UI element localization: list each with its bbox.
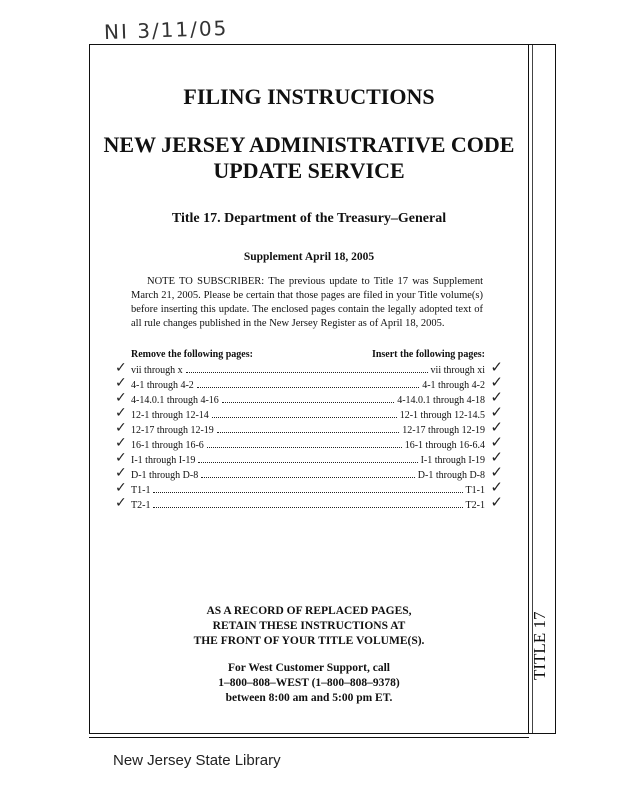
page-list: [115, 358, 503, 513]
subtitle-line: NEW JERSEY ADMINISTRATIVE CODE: [103, 132, 515, 157]
page-row: [115, 403, 503, 423]
dot-leader: [207, 438, 402, 448]
check-mark-icon: ✓: [490, 388, 503, 406]
insert-pages: T2-1: [465, 500, 485, 511]
insert-pages: vii through xi: [430, 365, 485, 376]
library-stamp: New Jersey State Library: [113, 752, 281, 769]
record-line: AS A RECORD OF REPLACED PAGES,: [206, 605, 412, 617]
page-row: [115, 373, 503, 393]
check-mark-icon: ✓: [490, 448, 503, 466]
remove-pages: T2-1: [131, 500, 151, 511]
check-mark-icon: ✓: [490, 418, 503, 436]
remove-pages: 16-1 through 16-6: [131, 440, 204, 451]
insert-pages: T1-1: [465, 485, 485, 496]
check-mark-icon: ✓: [115, 480, 127, 496]
page-row: [115, 493, 503, 513]
insert-pages: 4-14.0.1 through 4-18: [397, 395, 485, 406]
department-heading: Title 17. Department of the Treasury–General: [171, 211, 447, 226]
page-title: FILING INSTRUCTIONS: [183, 84, 435, 109]
dot-leader: [212, 408, 397, 418]
remove-pages: 12-17 through 12-19: [131, 425, 214, 436]
insert-pages: D-1 through D-8: [417, 470, 485, 481]
check-mark-icon: ✓: [490, 373, 503, 391]
page-row: [115, 433, 503, 453]
page-subtitle: [89, 132, 529, 184]
check-mark-icon: ✓: [115, 435, 127, 451]
page-row: [115, 448, 503, 468]
dot-leader: [198, 453, 417, 463]
list-header: [131, 349, 485, 360]
tab-label: TITLE 17: [530, 611, 549, 680]
check-mark-icon: ✓: [490, 493, 503, 511]
remove-pages: 12-1 through 12-14: [131, 410, 209, 421]
support-line: 1–800–808–WEST (1–800–808–9378): [218, 677, 400, 689]
dot-leader: [153, 498, 462, 508]
page-row: [115, 418, 503, 438]
insert-pages: 12-17 through 12-19: [402, 425, 485, 436]
page-row: [115, 358, 503, 378]
customer-support: [89, 661, 529, 706]
handwritten-header: NI 3/11/05: [103, 15, 229, 45]
support-line: between 8:00 am and 5:00 pm ET.: [225, 692, 393, 704]
check-mark-icon: ✓: [115, 405, 127, 421]
dot-leader: [217, 423, 399, 433]
dot-leader: [153, 483, 462, 493]
record-line: THE FRONT OF YOUR TITLE VOLUME(S).: [193, 635, 425, 647]
dot-leader: [201, 468, 415, 478]
check-mark-icon: ✓: [490, 358, 503, 376]
check-mark-icon: ✓: [490, 478, 503, 496]
dot-leader: [186, 363, 428, 373]
record-instructions: [89, 604, 529, 649]
remove-header: Remove the following pages:: [131, 349, 253, 360]
record-line: RETAIN THESE INSTRUCTIONS AT: [212, 620, 406, 632]
frame-bottom-rule: [89, 734, 529, 738]
dot-leader: [222, 393, 394, 403]
remove-pages: D-1 through D-8: [131, 470, 199, 481]
remove-pages: T1-1: [131, 485, 151, 496]
remove-pages: I-1 through I-19: [131, 455, 196, 466]
check-mark-icon: ✓: [115, 495, 127, 511]
insert-pages: 16-1 through 16-6.4: [404, 440, 485, 451]
insert-pages: 12-1 through 12-14.5: [399, 410, 485, 421]
subscriber-note: NOTE TO SUBSCRIBER: The previous update to Title 17 was Supplement March 21, 2005. Please be certain that those pages are filed in your Title volume(s) before inserting this update. The enclosed pages contain the legally adopted text of all rule changes published in the New Jersey Register as of April 18, 2005.: [131, 276, 483, 329]
page-row: [115, 388, 503, 408]
remove-pages: 4-1 through 4-2: [131, 380, 194, 391]
remove-pages: 4-14.0.1 through 4-16: [131, 395, 219, 406]
subtitle-line: UPDATE SERVICE: [213, 158, 405, 183]
insert-header: Insert the following pages:: [371, 349, 485, 360]
check-mark-icon: ✓: [115, 390, 127, 406]
page-row: [115, 478, 503, 498]
page-row: [115, 463, 503, 483]
insert-pages: I-1 through I-19: [420, 455, 485, 466]
check-mark-icon: ✓: [490, 433, 503, 451]
check-mark-icon: ✓: [115, 450, 127, 466]
check-mark-icon: ✓: [490, 463, 503, 481]
check-mark-icon: ✓: [115, 375, 127, 391]
check-mark-icon: ✓: [115, 465, 127, 481]
supplement-date: Supplement April 18, 2005: [243, 251, 375, 263]
insert-pages: 4-1 through 4-2: [422, 380, 485, 391]
support-line: For West Customer Support, call: [228, 662, 390, 674]
check-mark-icon: ✓: [115, 420, 127, 436]
check-mark-icon: ✓: [115, 360, 127, 376]
dot-leader: [197, 378, 419, 388]
remove-pages: vii through x: [131, 365, 183, 376]
check-mark-icon: ✓: [490, 403, 503, 421]
